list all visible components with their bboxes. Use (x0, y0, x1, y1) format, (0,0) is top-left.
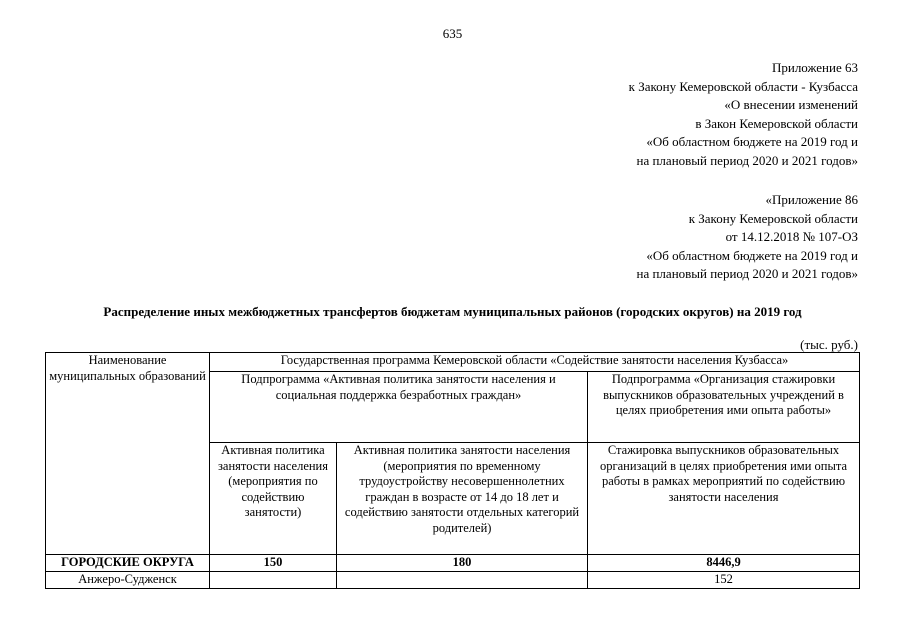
page-number: 635 (442, 26, 463, 41)
subprogram-header: Подпрограмма «Организация стажировки выпускников образовательных учреждений в целях приобретения ими опыта работы» (588, 372, 860, 443)
value-cell (337, 572, 588, 589)
appendix-63-block (629, 59, 858, 171)
appendix-63-line: «Об областном бюджете на 2019 год и (646, 134, 858, 150)
appendix-63-line: Приложение 63 (771, 60, 858, 75)
program-header: Государственная программа Кемеровской области «Содействие занятости населения Кузбасса» (210, 353, 860, 372)
column-header: Активная политика занятости населения (мероприятия по содействию занятости) (210, 443, 337, 555)
units-label: (тыс. руб.) (800, 337, 858, 352)
value-cell: 150 (210, 555, 337, 572)
appendix-63-line: «О внесении изменений (724, 97, 858, 113)
appendix-86-line: «Об областном бюджете на 2019 год и (646, 247, 858, 263)
transfers-table (45, 352, 860, 589)
value-cell: 8446,9 (588, 555, 860, 572)
municipality-name: ГОРОДСКИЕ ОКРУГА (46, 555, 210, 572)
value-cell: 152 (588, 572, 860, 589)
appendix-86-line: к Закону Кемеровской области (688, 210, 858, 226)
column-header: Активная политика занятости населения (мероприятия по временному трудоустройству несовершеннолетних граждан в возрасте от 14 до 18 лет и содействию занятости отдельных категорий родителей) (337, 443, 588, 555)
table-row (46, 555, 860, 572)
appendix-86-line: «Приложение 86 (765, 192, 858, 207)
column-header: Стажировка выпускников образовательных организаций в целях приобретения ими опыта работы в рамках мероприятий по содействию занятости населения (588, 443, 860, 555)
value-cell: 180 (337, 555, 588, 572)
appendix-86-line: от 14.12.2018 № 107-ОЗ (725, 229, 858, 245)
table-row (46, 572, 860, 589)
appendix-63-line: к Закону Кемеровской области - Кузбасса (628, 78, 858, 94)
municipality-name: Анжеро-Судженск (46, 572, 210, 589)
subprogram-header: Подпрограмма «Активная политика занятости населения и социальная поддержка безработных граждан» (210, 372, 588, 443)
document-title: Распределение иных межбюджетных трансфертов бюджетам муниципальных районов (городских округов) на 2019 год (103, 304, 802, 319)
appendix-63-line: в Закон Кемеровской области (695, 115, 858, 131)
table-header-row (46, 353, 860, 372)
value-cell (210, 572, 337, 589)
appendix-86-line: на плановый период 2020 и 2021 годов» (636, 266, 858, 282)
municipality-header: Наименование муниципальных образований (46, 353, 210, 555)
appendix-86-block (637, 191, 859, 284)
appendix-63-line: на плановый период 2020 и 2021 годов» (636, 152, 858, 168)
